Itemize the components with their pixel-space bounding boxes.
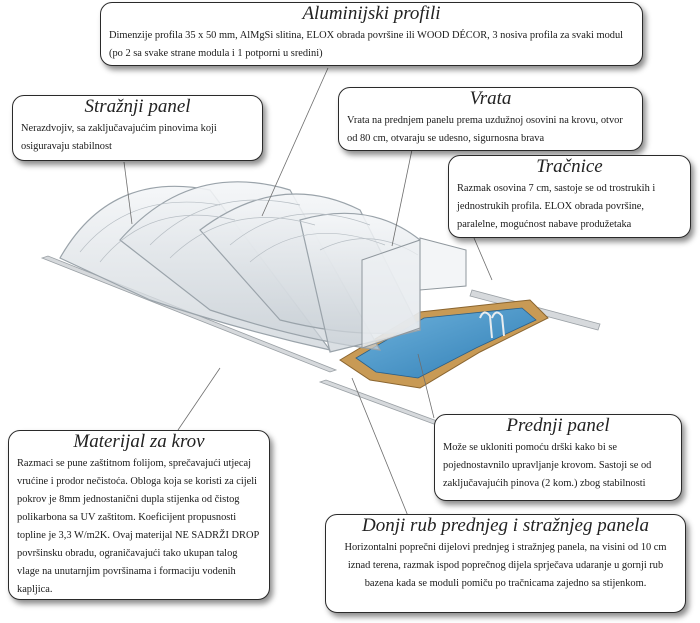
callout-text: Razmaci se pune zaštitnom folijom, sprečavajući utjecaj vrućine i prodor nečistoća. Obloga koja se koristi za cijeli pokrov je 8mm jednostanični dupla stijenka od čistog polikarbona sa UV zaštitom. Koeficijent propusnosti topline je 3,3 W/m2K. Ovaj materijal NE SADRŽI DROP površinsku obradu, ograničavajući tako ukupan talog vlage na unutarnjim površinama i formaciju vodenih kapljica.	[17, 458, 259, 595]
callout-rails	[448, 155, 691, 238]
callout-text: Nerazdvojiv, sa zaključavajućim pinovima koji osiguravaju stabilnost	[21, 123, 217, 152]
callout-door	[338, 87, 643, 151]
enclosure-modules	[60, 182, 466, 352]
callout-aluminium-profiles	[100, 2, 643, 66]
callout-text: Dimenzije profila 35 x 50 mm, AlMgSi slitina, ELOX obrada površine ili WOOD DÉCOR, 3 nosiva profila za svaki modul (po 2 sa svake strane modula i 1 potporni u sredini)	[109, 30, 624, 59]
callout-title: Vrata	[469, 88, 512, 109]
callout-title: Prednji panel	[506, 415, 610, 436]
callout-title: Stražnji panel	[84, 96, 191, 117]
callout-title: Aluminijski profili	[302, 3, 441, 24]
callout-title: Donji rub prednjeg i stražnjeg panela	[362, 515, 649, 536]
callout-text: Može se ukloniti pomoću drški kako bi se pojednostavnilo upravljanje krovom. Sastoji se od zaključavajućih pinova (2 kom.) zbog stabilnosti	[443, 442, 652, 489]
callout-text: Vrata na prednjem panelu prema uzdužnoj osovini na krovu, otvor od 80 cm, otvaraju se udesno, sigurnosna brava	[347, 115, 623, 144]
callout-title: Materijal za krov	[73, 431, 205, 452]
callout-bottom-edge	[325, 514, 686, 613]
callout-text: Horizontalni poprečni dijelovi prednjeg i stražnjeg panela, na visini od 10 cm iznad terena, razmak ispod poprečnog dijela sprječava udaranje u gornji rub bazena kada se moduli pomiču po tračnicama zajedno sa stijenkom.	[344, 542, 667, 589]
callout-front-panel	[434, 414, 682, 501]
callout-text: Razmak osovina 7 cm, sastoje se od trostrukih i jednostrukih profila. ELOX obrada površine, paralelne, mogućnost nabave produžetaka	[457, 183, 656, 230]
callout-roof-material	[8, 430, 270, 600]
callout-rear-panel	[12, 95, 263, 161]
callout-title: Tračnice	[536, 156, 603, 177]
